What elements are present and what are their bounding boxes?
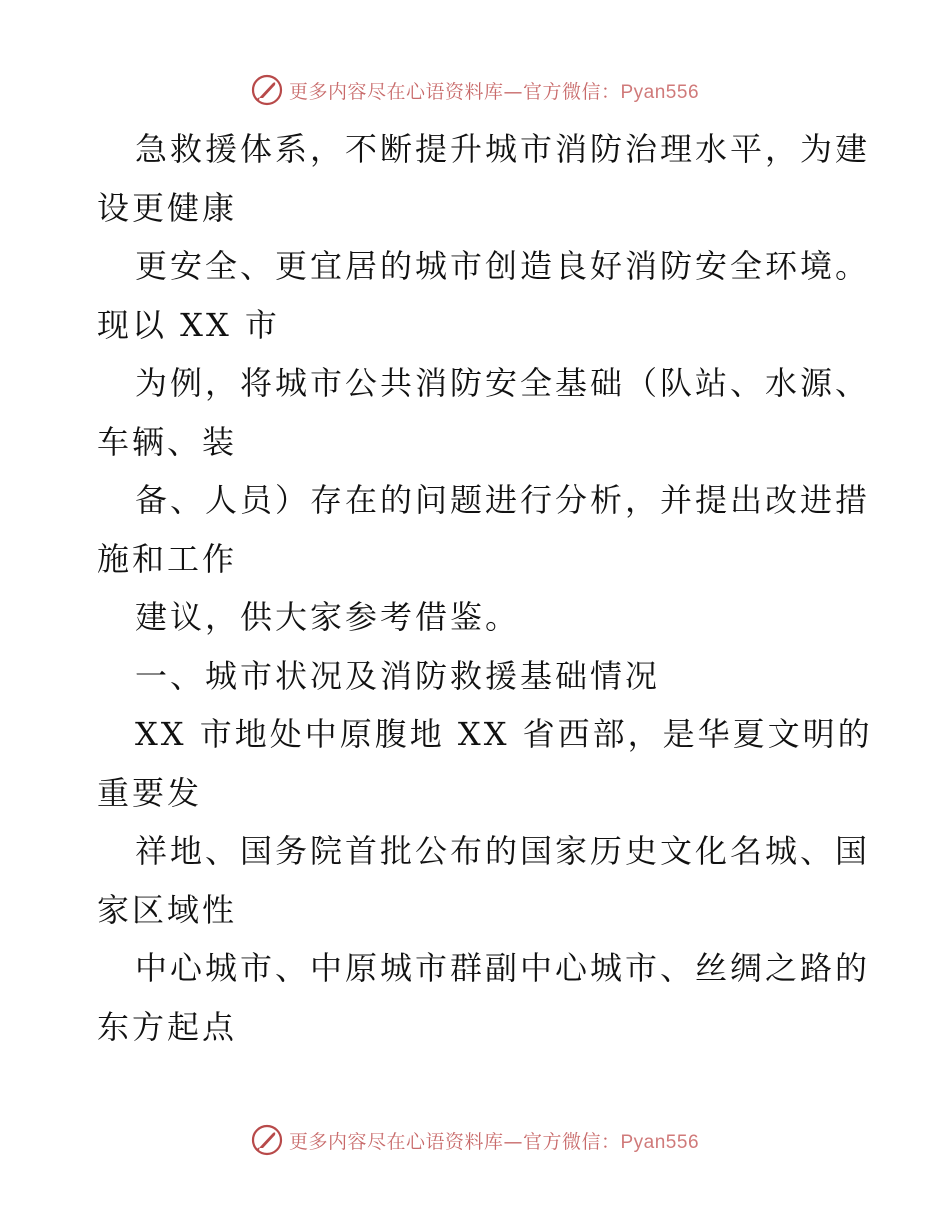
quill-pen-logo-icon: [251, 74, 283, 106]
text-line: 车辆、装: [97, 422, 238, 461]
document-body: [97, 120, 873, 1056]
text-line: 备、人员）存在的问题进行分析，并提出改进措: [135, 481, 871, 519]
text-line: 现以 XX 市: [97, 305, 280, 344]
text-line: 东方起点: [97, 1007, 238, 1046]
text-line: 急救援体系，不断提升城市消防治理水平，为建: [135, 130, 871, 168]
text-line: 更安全、更宜居的城市创造良好消防安全环境。: [135, 247, 871, 285]
header-watermark: [0, 70, 950, 110]
text-line: 为例，将城市公共消防安全基础（队站、水源、: [135, 364, 871, 402]
quill-pen-logo-icon: [251, 1124, 283, 1156]
text-line: 设更健康: [97, 188, 238, 227]
text-line: 中心城市、中原城市群副中心城市、丝绸之路的: [135, 949, 871, 987]
text-line: 建议，供大家参考借鉴。: [135, 598, 521, 636]
text-line: 家区域性: [97, 890, 238, 929]
text-line: XX 市地处中原腹地 XX 省西部，是华夏文明的: [135, 715, 873, 753]
watermark-separator: —: [503, 1130, 523, 1153]
watermark-contact-label: 官方微信：: [522, 80, 621, 103]
footer-watermark: [0, 1120, 950, 1160]
text-line: 施和工作: [97, 539, 238, 578]
watermark-contact-label: 官方微信：: [522, 1130, 621, 1153]
watermark-contact-id: Pyan556: [620, 81, 700, 103]
text-line: 一、城市状况及消防救援基础情况: [135, 656, 661, 695]
watermark-contact-id: Pyan556: [620, 1131, 700, 1153]
watermark-brand: 更多内容尽在心语资料库: [288, 80, 504, 103]
watermark-separator: —: [503, 80, 523, 103]
text-line: 重要发: [97, 773, 203, 812]
text-line: 祥地、国务院首批公布的国家历史文化名城、国: [135, 832, 871, 870]
watermark-brand: 更多内容尽在心语资料库: [288, 1130, 504, 1153]
